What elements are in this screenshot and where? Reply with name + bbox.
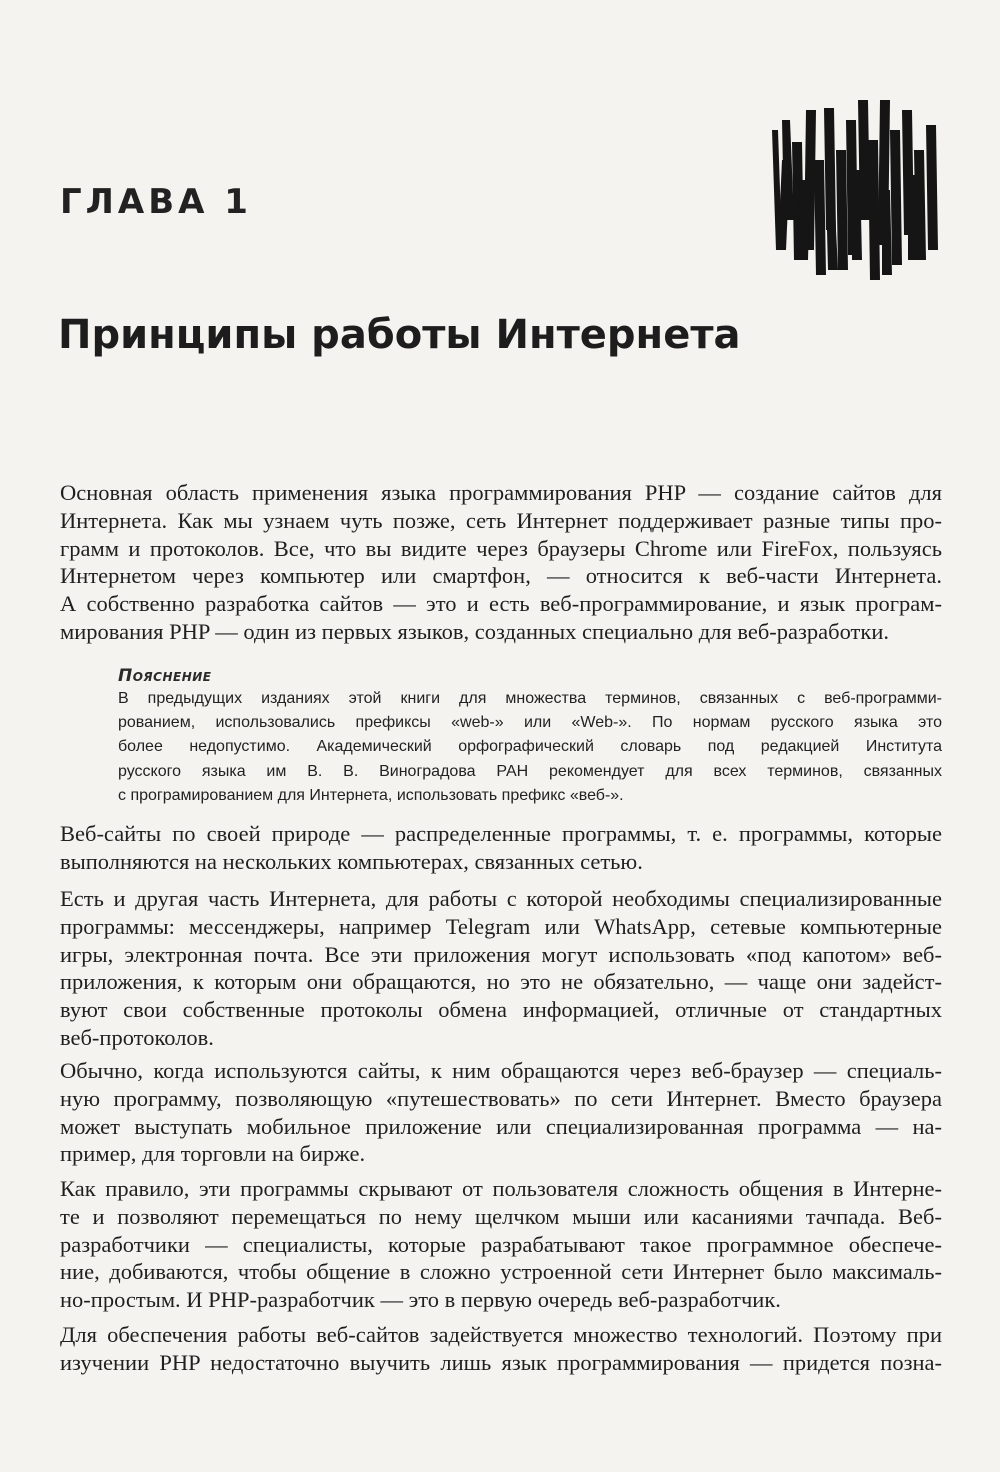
paragraph-line: игры, электронная почта. Все эти приложения могут использовать «под капотом» веб- (60, 941, 942, 967)
paragraph-line: грамм и протоколов. Все, что вы видите через браузеры Chrome или FireFox, пользуясь (60, 535, 942, 561)
note-heading: Пояснение (118, 666, 212, 686)
note-line: более недопустимо. Академический орфографический словарь под редакцией Института (118, 738, 942, 756)
paragraph-line: Основная область применения языка программирования PHP — создание сайтов для (60, 480, 942, 505)
paragraph-line: разработчики — специалисты, которые разрабатывают такое программное обеспече- (60, 1231, 942, 1257)
note-line: русского языка им В. В. Виноградова РАН рекомендует для всех терминов, связанных (118, 762, 942, 780)
chapter-title: Принципы работы Интернета (58, 312, 741, 358)
paragraph-line: изучении PHP недостаточно выучить лишь язык программирования — придется позна- (60, 1349, 942, 1375)
paragraph-line: А собственно разработка сайтов — это и есть веб-программирование, и язык програм- (60, 591, 942, 617)
paragraph-line: веб-протоколов. (60, 1025, 214, 1050)
paragraph-line: программы: мессенджеры, например Telegram или WhatsApp, сетевые компьютерные (60, 913, 942, 939)
note-line: рованием, использовались префиксы «web-» или «Web-». По нормам русского языка это (118, 714, 942, 732)
paragraph-line: Для обеспечения работы веб-сайтов задействуется множество технологий. Поэтому при (60, 1322, 942, 1347)
paragraph-line: Как правило, эти программы скрывают от пользователя сложность общения в Интерне- (60, 1176, 942, 1201)
paragraph-line: пример, для торговли на бирже. (60, 1141, 366, 1167)
paragraph-line: приложения, к которым они обращаются, но это не обязательно, — чаще они задейст- (60, 969, 942, 995)
chapter-emblem-icon (768, 100, 948, 285)
note-line: В предыдущих изданиях этой книги для множества терминов, связанных с веб-программи- (118, 690, 942, 707)
paragraph-line: мирования PHP — один из первых языков, созданных специально для веб-разработки. (60, 619, 889, 644)
paragraph-line: вуют свои собственные протоколы обмена информацией, отличные от стандартных (60, 997, 942, 1023)
paragraph-line: выполняются на нескольких компьютерах, связанных сетью. (60, 848, 643, 874)
paragraph-line: Обычно, когда используются сайты, к ним обращаются через веб-браузер — специаль- (60, 1058, 942, 1083)
note-line: с програмированием для Интернета, использовать префикс «веб-». (118, 786, 624, 804)
paragraph-line: ную программу, позволяющую «путешествовать» по сети Интернет. Вместо браузера (60, 1085, 942, 1111)
paragraph-line: может выступать мобильное приложение или специализированная программа — на- (60, 1113, 942, 1139)
paragraph-line: ние, добиваются, чтобы общение в сложно устроенной сети Интернет было максималь- (60, 1259, 942, 1285)
paragraph-line: Есть и другая часть Интернета, для работы с которой необходимы специализированные (60, 886, 942, 911)
paragraph-line: Интернета. Как мы узнаем чуть позже, сеть Интернет поддерживает разные типы про- (60, 507, 942, 533)
paragraph-line: Интернетом через компьютер или смартфон, — относится к веб-части Интернета. (60, 563, 942, 589)
paragraph-line: но-простым. И PHP-разработчик — это в первую очередь веб-разработчик. (60, 1287, 781, 1313)
paragraph-line: те и позволяют перемещаться по нему щелчком мыши или касаниями тачпада. Веб- (60, 1203, 942, 1229)
chapter-label: ГЛАВА 1 (60, 182, 252, 222)
paragraph-line: Веб-сайты по своей природе — распределенные программы, т. е. программы, которые (60, 821, 942, 846)
